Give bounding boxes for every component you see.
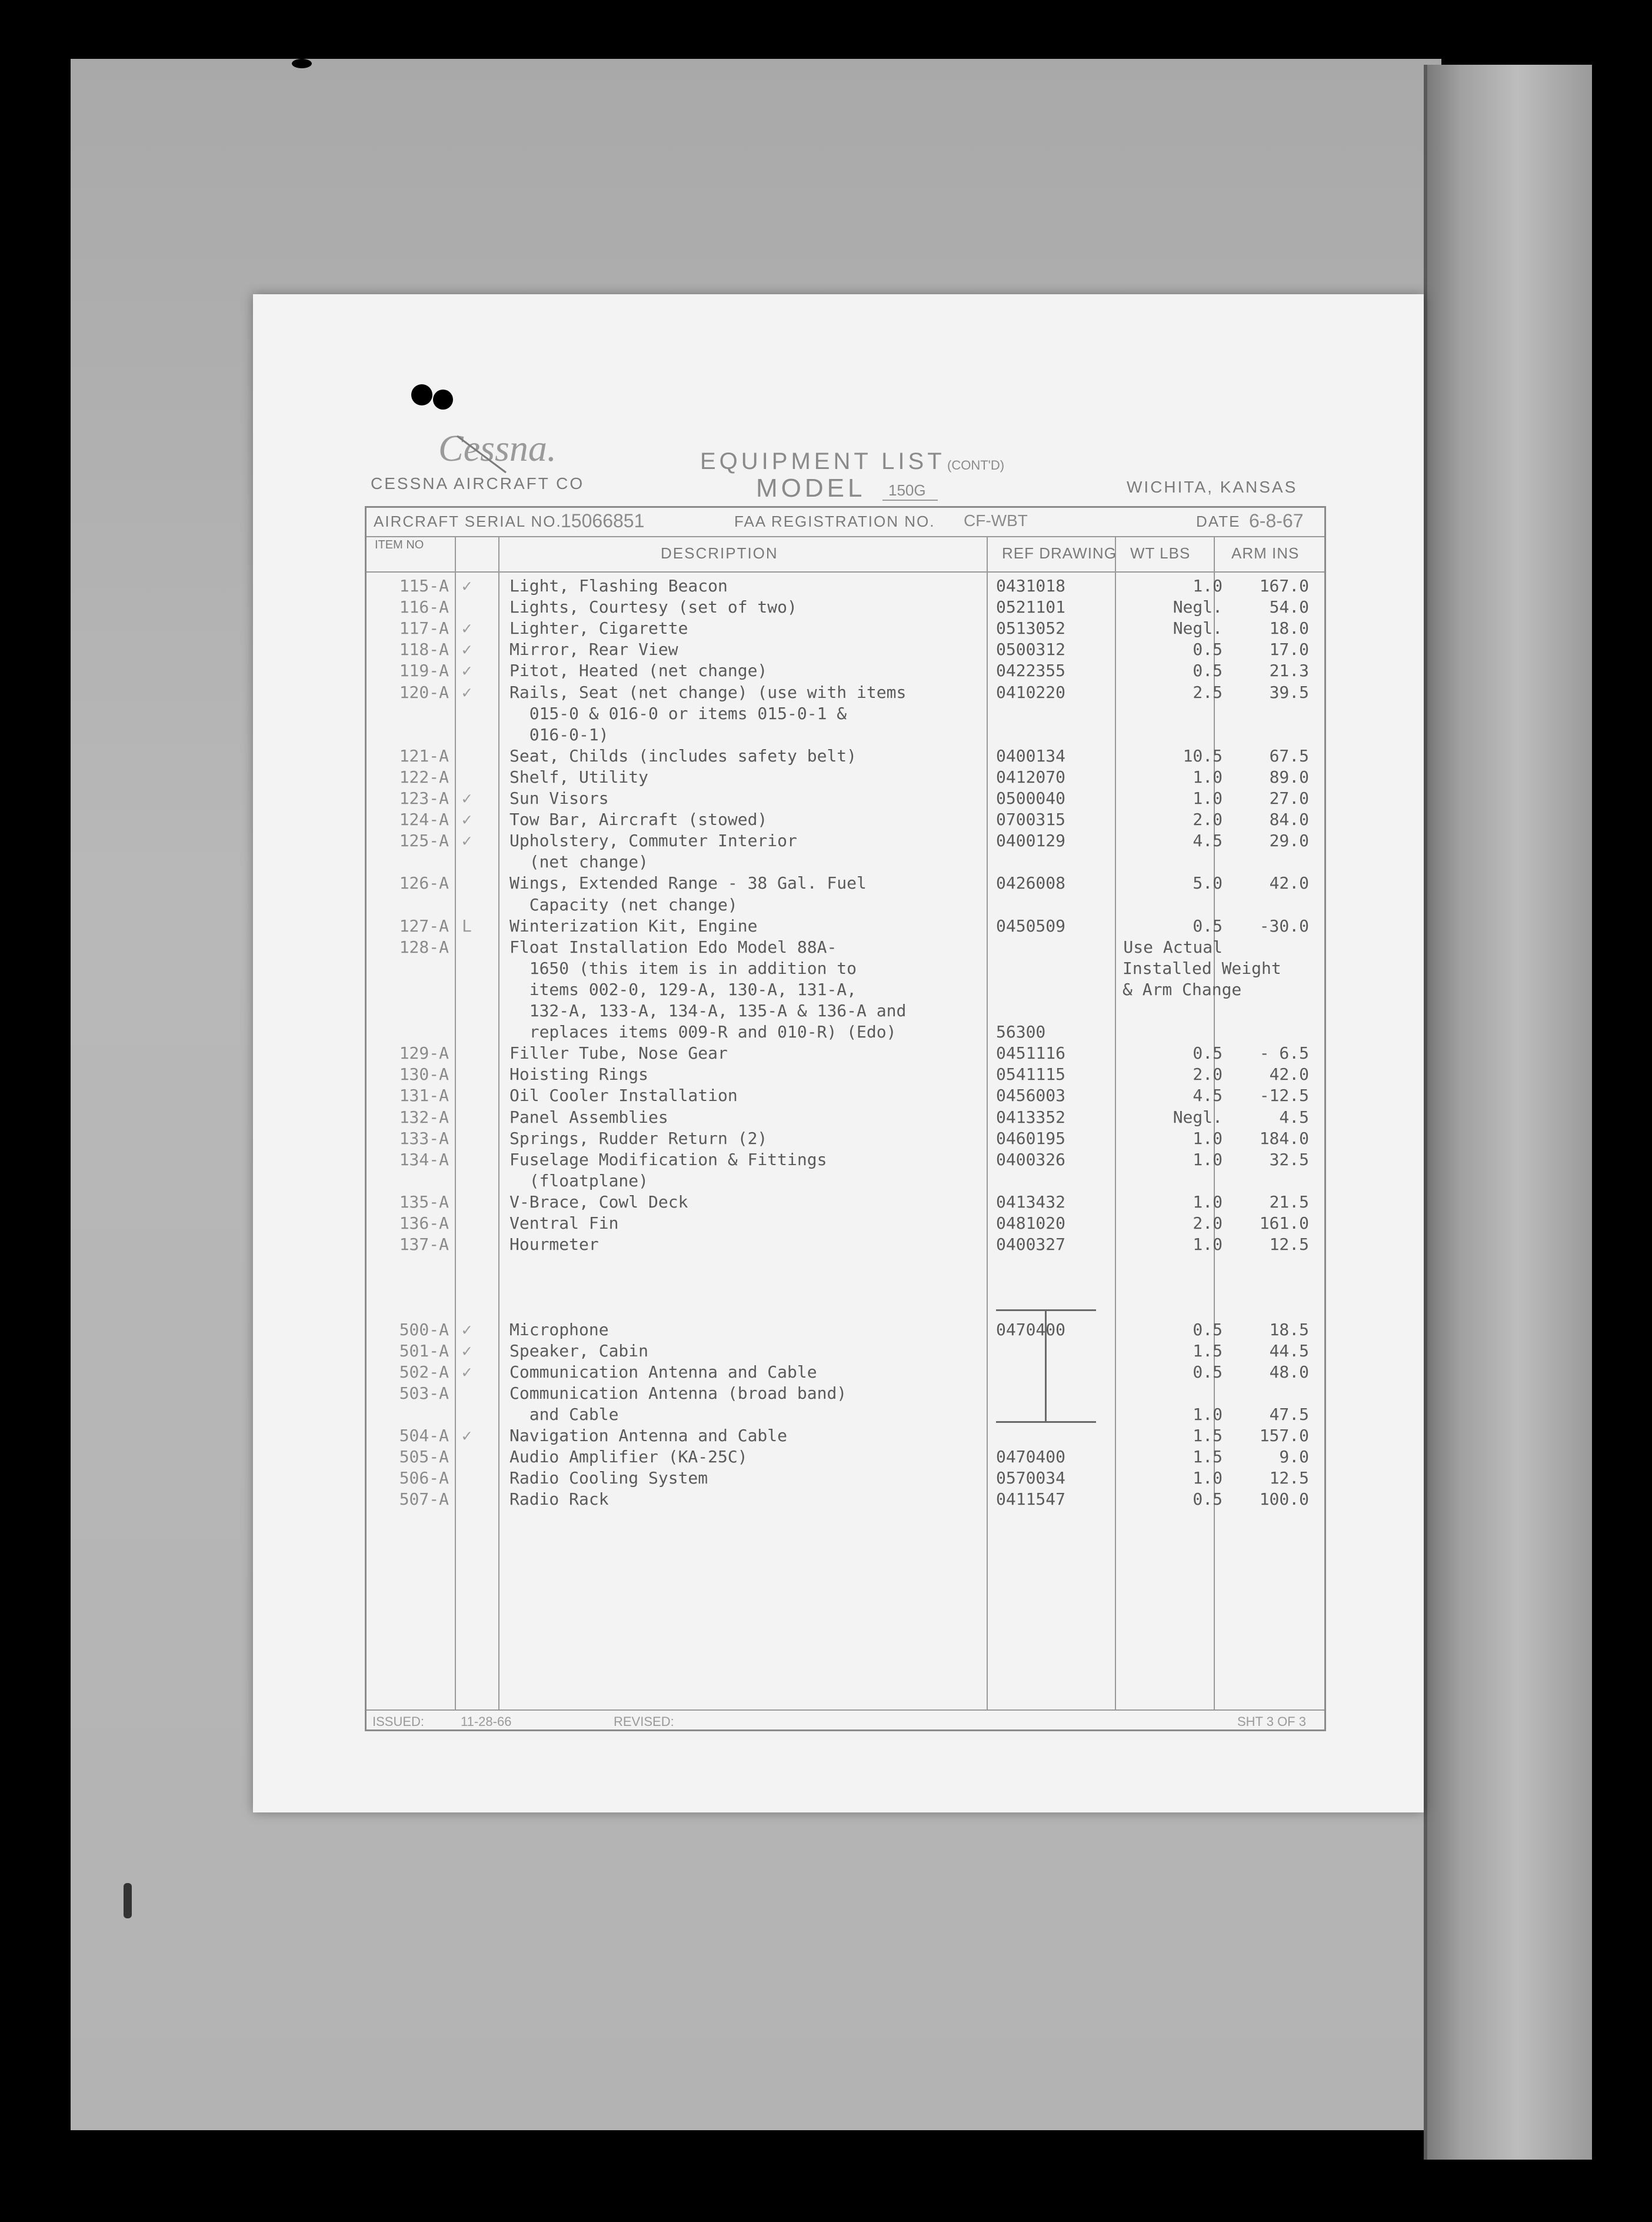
item-description: Filler Tube, Nose Gear bbox=[509, 1043, 728, 1063]
check-mark: ✓ bbox=[462, 831, 472, 851]
faa-label: FAA REGISTRATION NO. bbox=[734, 513, 935, 530]
table-row bbox=[367, 831, 1324, 852]
table-row bbox=[367, 1001, 1324, 1022]
ref-drawing: 0470400 bbox=[996, 1447, 1066, 1467]
weight-lbs: 2.0 bbox=[1193, 810, 1223, 830]
weight-lbs: 1.0 bbox=[1193, 767, 1223, 787]
item-number: 120-A bbox=[399, 682, 449, 702]
weight-lbs: Negl. bbox=[1173, 1107, 1223, 1127]
arm-ins: 47.5 bbox=[1269, 1404, 1309, 1424]
table-row bbox=[367, 1171, 1324, 1192]
arm-ins: 89.0 bbox=[1269, 767, 1309, 787]
item-description: Winterization Kit, Engine bbox=[509, 916, 758, 936]
item-number: 127-A bbox=[399, 916, 449, 936]
title-contd: (CONT'D) bbox=[947, 458, 1005, 473]
table-row bbox=[367, 1022, 1324, 1043]
weight-lbs: Installed Weight bbox=[1123, 958, 1281, 978]
ref-drawing: 0413432 bbox=[996, 1192, 1066, 1212]
col-ref-header: REF DRAWING bbox=[1002, 544, 1117, 562]
table-row bbox=[367, 895, 1324, 916]
weight-lbs: 1.0 bbox=[1193, 1468, 1223, 1488]
item-number: 123-A bbox=[399, 789, 449, 808]
weight-lbs: 5.0 bbox=[1193, 873, 1223, 893]
item-number: 118-A bbox=[399, 640, 449, 660]
weight-lbs: 2.5 bbox=[1193, 682, 1223, 702]
company-name: CESSNA AIRCRAFT CO bbox=[371, 474, 585, 493]
ref-drawing: 0431018 bbox=[996, 576, 1066, 596]
weight-lbs: 10.5 bbox=[1183, 746, 1223, 766]
item-description: Rails, Seat (net change) (use with items bbox=[509, 682, 907, 702]
ref-drawing: 0541115 bbox=[996, 1065, 1066, 1085]
ref-drawing: 0426008 bbox=[996, 873, 1066, 893]
ref-drawing: 0570034 bbox=[996, 1468, 1066, 1488]
item-number: 506-A bbox=[399, 1468, 449, 1488]
arm-ins: 54.0 bbox=[1269, 597, 1309, 617]
ref-drawing: 0456003 bbox=[996, 1086, 1066, 1106]
item-number: 131-A bbox=[399, 1086, 449, 1106]
check-mark: ✓ bbox=[462, 682, 472, 702]
arm-ins: 157.0 bbox=[1259, 1426, 1309, 1445]
check-mark: ✓ bbox=[462, 1362, 472, 1382]
arm-ins: -30.0 bbox=[1259, 916, 1309, 936]
item-description: Pitot, Heated (net change) bbox=[509, 661, 768, 681]
check-mark: ✓ bbox=[462, 1426, 472, 1445]
faa-value: CF-WBT bbox=[964, 511, 1028, 530]
item-description: Light, Flashing Beacon bbox=[509, 576, 728, 596]
weight-lbs: 0.5 bbox=[1193, 916, 1223, 936]
table-row bbox=[367, 1150, 1324, 1171]
item-description: Hoisting Rings bbox=[509, 1065, 649, 1085]
weight-lbs: 0.5 bbox=[1193, 661, 1223, 681]
weight-lbs: 1.0 bbox=[1193, 1404, 1223, 1424]
ref-bracket-bottom bbox=[996, 1421, 1096, 1423]
weight-lbs: 4.5 bbox=[1193, 1086, 1223, 1106]
weight-lbs: 1.0 bbox=[1193, 1128, 1223, 1148]
table-row bbox=[367, 1043, 1324, 1065]
date-label: DATE bbox=[1196, 513, 1241, 530]
item-number: 121-A bbox=[399, 746, 449, 766]
item-description: Shelf, Utility bbox=[509, 767, 649, 787]
equipment-table bbox=[365, 506, 1326, 1731]
item-description: Float Installation Edo Model 88A- bbox=[509, 937, 837, 957]
item-description: items 002-0, 129-A, 130-A, 131-A, bbox=[509, 979, 857, 999]
item-description: Panel Assemblies bbox=[509, 1107, 668, 1127]
col-wt-header: WT LBS bbox=[1130, 544, 1191, 562]
ref-drawing: 0400327 bbox=[996, 1235, 1066, 1255]
table-row bbox=[367, 873, 1324, 894]
arm-ins: 12.5 bbox=[1269, 1235, 1309, 1255]
item-description: Lights, Courtesy (set of two) bbox=[509, 597, 797, 617]
weight-lbs: 0.5 bbox=[1193, 640, 1223, 660]
item-number: 503-A bbox=[399, 1383, 449, 1403]
table-row bbox=[367, 1235, 1324, 1256]
item-description: 016-0-1) bbox=[509, 724, 609, 744]
arm-ins: 27.0 bbox=[1269, 789, 1309, 808]
ref-drawing: 56300 bbox=[996, 1022, 1046, 1042]
arm-ins: 48.0 bbox=[1269, 1362, 1309, 1382]
table-row bbox=[367, 1362, 1324, 1383]
item-number: 133-A bbox=[399, 1128, 449, 1148]
table-row bbox=[367, 1383, 1324, 1405]
item-description: Springs, Rudder Return (2) bbox=[509, 1128, 768, 1148]
item-description: Communication Antenna (broad band) bbox=[509, 1383, 847, 1403]
ref-drawing: 0412070 bbox=[996, 767, 1066, 787]
table-row bbox=[367, 937, 1324, 959]
item-description: 132-A, 133-A, 134-A, 135-A & 136-A and bbox=[509, 1001, 907, 1020]
arm-ins: 18.0 bbox=[1269, 618, 1309, 638]
item-number: 501-A bbox=[399, 1340, 449, 1361]
equipment-list-sheet bbox=[253, 294, 1424, 1812]
item-description: Navigation Antenna and Cable bbox=[509, 1426, 788, 1445]
arm-ins: 32.5 bbox=[1269, 1149, 1309, 1169]
weight-lbs: 0.5 bbox=[1193, 1043, 1223, 1063]
check-mark: ✓ bbox=[462, 640, 472, 660]
table-row bbox=[367, 640, 1324, 661]
ref-drawing: 0400129 bbox=[996, 831, 1066, 851]
table-row bbox=[367, 1086, 1324, 1107]
arm-ins: 44.5 bbox=[1269, 1340, 1309, 1361]
item-number: 116-A bbox=[399, 597, 449, 617]
item-number: 505-A bbox=[399, 1447, 449, 1467]
weight-lbs: 2.0 bbox=[1193, 1065, 1223, 1085]
check-mark: ✓ bbox=[462, 810, 472, 830]
document-title: EQUIPMENT LIST bbox=[700, 448, 945, 474]
table-row bbox=[367, 789, 1324, 810]
arm-ins: 21.3 bbox=[1269, 661, 1309, 681]
date-value: 6-8-67 bbox=[1249, 510, 1304, 531]
weight-lbs: 1.0 bbox=[1193, 1149, 1223, 1169]
table-row bbox=[367, 1065, 1324, 1086]
item-description: Wings, Extended Range - 38 Gal. Fuel bbox=[509, 873, 867, 893]
table-row bbox=[367, 980, 1324, 1001]
ref-drawing: 0500312 bbox=[996, 640, 1066, 660]
arm-ins: 29.0 bbox=[1269, 831, 1309, 851]
revised-label: REVISED: bbox=[614, 1714, 674, 1729]
item-description: and Cable bbox=[509, 1404, 619, 1424]
ref-drawing: 0422355 bbox=[996, 661, 1066, 681]
serial-divider bbox=[367, 536, 1324, 537]
ref-drawing: 0450509 bbox=[996, 916, 1066, 936]
item-number: 136-A bbox=[399, 1213, 449, 1233]
weight-lbs: Negl. bbox=[1173, 597, 1223, 617]
check-mark: ✓ bbox=[462, 789, 472, 808]
model-label: MODEL bbox=[756, 474, 866, 503]
table-row bbox=[367, 810, 1324, 831]
item-number: 115-A bbox=[399, 576, 449, 596]
issued-value: 11-28-66 bbox=[461, 1714, 512, 1729]
arm-ins: 4.5 bbox=[1279, 1107, 1309, 1127]
ref-drawing: 0500040 bbox=[996, 789, 1066, 808]
item-description: 015-0 & 016-0 or items 015-0-1 & bbox=[509, 703, 847, 723]
item-description: replaces items 009-R and 010-R) (Edo) bbox=[509, 1022, 897, 1042]
item-description: Tow Bar, Aircraft (stowed) bbox=[509, 810, 768, 830]
weight-lbs: 1.0 bbox=[1193, 789, 1223, 808]
table-row bbox=[367, 746, 1324, 767]
table-row bbox=[367, 916, 1324, 937]
arm-ins: 42.0 bbox=[1269, 873, 1309, 893]
item-number: 500-A bbox=[399, 1319, 449, 1339]
arm-ins: -12.5 bbox=[1259, 1086, 1309, 1106]
arm-ins: 17.0 bbox=[1269, 640, 1309, 660]
item-number: 129-A bbox=[399, 1043, 449, 1063]
weight-lbs: & Arm Change bbox=[1123, 979, 1242, 999]
arm-ins: 184.0 bbox=[1259, 1128, 1309, 1148]
table-row bbox=[367, 1489, 1324, 1511]
ref-drawing: 0413352 bbox=[996, 1107, 1066, 1127]
item-number: 132-A bbox=[399, 1107, 449, 1127]
item-number: 117-A bbox=[399, 618, 449, 638]
item-description: Communication Antenna and Cable bbox=[509, 1362, 817, 1382]
table-row bbox=[367, 959, 1324, 980]
wooden-frame-strip bbox=[1424, 65, 1592, 2160]
arm-ins: 161.0 bbox=[1259, 1213, 1309, 1233]
arm-ins: 167.0 bbox=[1259, 576, 1309, 596]
ref-drawing: 0411547 bbox=[996, 1489, 1066, 1509]
check-mark: L bbox=[462, 916, 472, 936]
table-row bbox=[367, 618, 1324, 640]
table-row bbox=[367, 576, 1324, 597]
serial-label: AIRCRAFT SERIAL NO. bbox=[374, 513, 562, 530]
table-row bbox=[367, 1213, 1324, 1235]
table-row bbox=[367, 1468, 1324, 1489]
item-number: 137-A bbox=[399, 1235, 449, 1255]
item-description: Lighter, Cigarette bbox=[509, 618, 688, 638]
item-description: Microphone bbox=[509, 1319, 609, 1339]
film-scratch bbox=[124, 1883, 132, 1918]
item-description: Hourmeter bbox=[509, 1235, 599, 1255]
arm-ins: 12.5 bbox=[1269, 1468, 1309, 1488]
serial-value: 15066851 bbox=[561, 510, 645, 531]
table-row bbox=[367, 1129, 1324, 1150]
item-description: Sun Visors bbox=[509, 789, 609, 808]
weight-lbs: 2.0 bbox=[1193, 1213, 1223, 1233]
arm-ins: 100.0 bbox=[1259, 1489, 1309, 1509]
col-description-header: DESCRIPTION bbox=[661, 544, 778, 562]
table-row bbox=[367, 1341, 1324, 1362]
table-row bbox=[367, 683, 1324, 704]
cessna-logo bbox=[403, 380, 557, 480]
arm-ins: 42.0 bbox=[1269, 1065, 1309, 1085]
table-row bbox=[367, 1405, 1324, 1426]
model-value: 150G bbox=[882, 481, 938, 501]
svg-text:Cessna.: Cessna. bbox=[438, 427, 557, 469]
ref-drawing: 0460195 bbox=[996, 1128, 1066, 1148]
film-speck bbox=[292, 59, 312, 68]
check-mark: ✓ bbox=[462, 576, 472, 596]
item-description: Radio Cooling System bbox=[509, 1468, 708, 1488]
item-description: Fuselage Modification & Fittings bbox=[509, 1149, 827, 1169]
item-description: Capacity (net change) bbox=[509, 894, 738, 914]
ref-drawing: 0470400 bbox=[996, 1319, 1066, 1339]
item-description: Audio Amplifier (KA-25C) bbox=[509, 1447, 748, 1467]
weight-lbs: Negl. bbox=[1173, 618, 1223, 638]
table-row bbox=[367, 1320, 1324, 1341]
weight-lbs: 1.0 bbox=[1193, 576, 1223, 596]
check-mark: ✓ bbox=[462, 661, 472, 681]
item-number: 130-A bbox=[399, 1065, 449, 1085]
arm-ins: 9.0 bbox=[1279, 1447, 1309, 1467]
item-description: Seat, Childs (includes safety belt) bbox=[509, 746, 857, 766]
table-row bbox=[367, 725, 1324, 746]
weight-lbs: 4.5 bbox=[1193, 831, 1223, 851]
table-row bbox=[367, 767, 1324, 789]
check-mark: ✓ bbox=[462, 1340, 472, 1361]
check-mark: ✓ bbox=[462, 1319, 472, 1339]
ref-drawing: 0400326 bbox=[996, 1149, 1066, 1169]
arm-ins: 21.5 bbox=[1269, 1192, 1309, 1212]
table-row bbox=[367, 1447, 1324, 1468]
item-number: 122-A bbox=[399, 767, 449, 787]
weight-lbs: 1.5 bbox=[1193, 1340, 1223, 1361]
item-description: V-Brace, Cowl Deck bbox=[509, 1192, 688, 1212]
item-description: Ventral Fin bbox=[509, 1213, 619, 1233]
item-number: 126-A bbox=[399, 873, 449, 893]
weight-lbs: 0.5 bbox=[1193, 1362, 1223, 1382]
sheet-number: SHT 3 OF 3 bbox=[1237, 1714, 1306, 1729]
ref-bracket-stem bbox=[1045, 1309, 1047, 1421]
col-item-header: ITEM NO bbox=[375, 538, 424, 551]
ref-drawing: 0400134 bbox=[996, 746, 1066, 766]
weight-lbs: 0.5 bbox=[1193, 1319, 1223, 1339]
table-row bbox=[367, 597, 1324, 618]
item-number: 134-A bbox=[399, 1149, 449, 1169]
table-row bbox=[367, 704, 1324, 725]
weight-lbs: Use Actual bbox=[1123, 937, 1223, 957]
arm-ins: 39.5 bbox=[1269, 682, 1309, 702]
ref-drawing: 0513052 bbox=[996, 618, 1066, 638]
check-mark: ✓ bbox=[462, 618, 472, 638]
table-footer bbox=[367, 1709, 1324, 1731]
weight-lbs: 0.5 bbox=[1193, 1489, 1223, 1509]
arm-ins: 84.0 bbox=[1269, 810, 1309, 830]
item-description: (floatplane) bbox=[509, 1170, 649, 1190]
item-number: 504-A bbox=[399, 1426, 449, 1445]
arm-ins: - 6.5 bbox=[1259, 1043, 1309, 1063]
ref-drawing: 0410220 bbox=[996, 682, 1066, 702]
arm-ins: 18.5 bbox=[1269, 1319, 1309, 1339]
item-number: 125-A bbox=[399, 831, 449, 851]
weight-lbs: 1.5 bbox=[1193, 1426, 1223, 1445]
item-description: Mirror, Rear View bbox=[509, 640, 678, 660]
arm-ins: 67.5 bbox=[1269, 746, 1309, 766]
table-row bbox=[367, 852, 1324, 873]
col-arm-header: ARM INS bbox=[1231, 544, 1300, 562]
item-description: Speaker, Cabin bbox=[509, 1340, 649, 1361]
item-description: 1650 (this item is in addition to bbox=[509, 958, 857, 978]
item-number: 502-A bbox=[399, 1362, 449, 1382]
city-name: WICHITA, KANSAS bbox=[1127, 478, 1298, 496]
item-number: 124-A bbox=[399, 810, 449, 830]
item-number: 128-A bbox=[399, 937, 449, 957]
item-number: 119-A bbox=[399, 661, 449, 681]
ref-drawing: 0481020 bbox=[996, 1213, 1066, 1233]
item-description: (net change) bbox=[509, 852, 649, 872]
issued-label: ISSUED: bbox=[372, 1714, 425, 1729]
ref-drawing: 0700315 bbox=[996, 810, 1066, 830]
item-number: 507-A bbox=[399, 1489, 449, 1509]
ref-drawing: 0521101 bbox=[996, 597, 1066, 617]
item-description: Oil Cooler Installation bbox=[509, 1086, 738, 1106]
table-row bbox=[367, 1426, 1324, 1447]
weight-lbs: 1.5 bbox=[1193, 1447, 1223, 1467]
weight-lbs: 1.0 bbox=[1193, 1192, 1223, 1212]
table-row bbox=[367, 661, 1324, 682]
ref-drawing: 0451116 bbox=[996, 1043, 1066, 1063]
header-divider bbox=[367, 571, 1324, 573]
weight-lbs: 1.0 bbox=[1193, 1235, 1223, 1255]
item-number: 135-A bbox=[399, 1192, 449, 1212]
table-row bbox=[367, 1192, 1324, 1213]
item-description: Radio Rack bbox=[509, 1489, 609, 1509]
item-description: Upholstery, Commuter Interior bbox=[509, 831, 797, 851]
table-row bbox=[367, 1107, 1324, 1129]
